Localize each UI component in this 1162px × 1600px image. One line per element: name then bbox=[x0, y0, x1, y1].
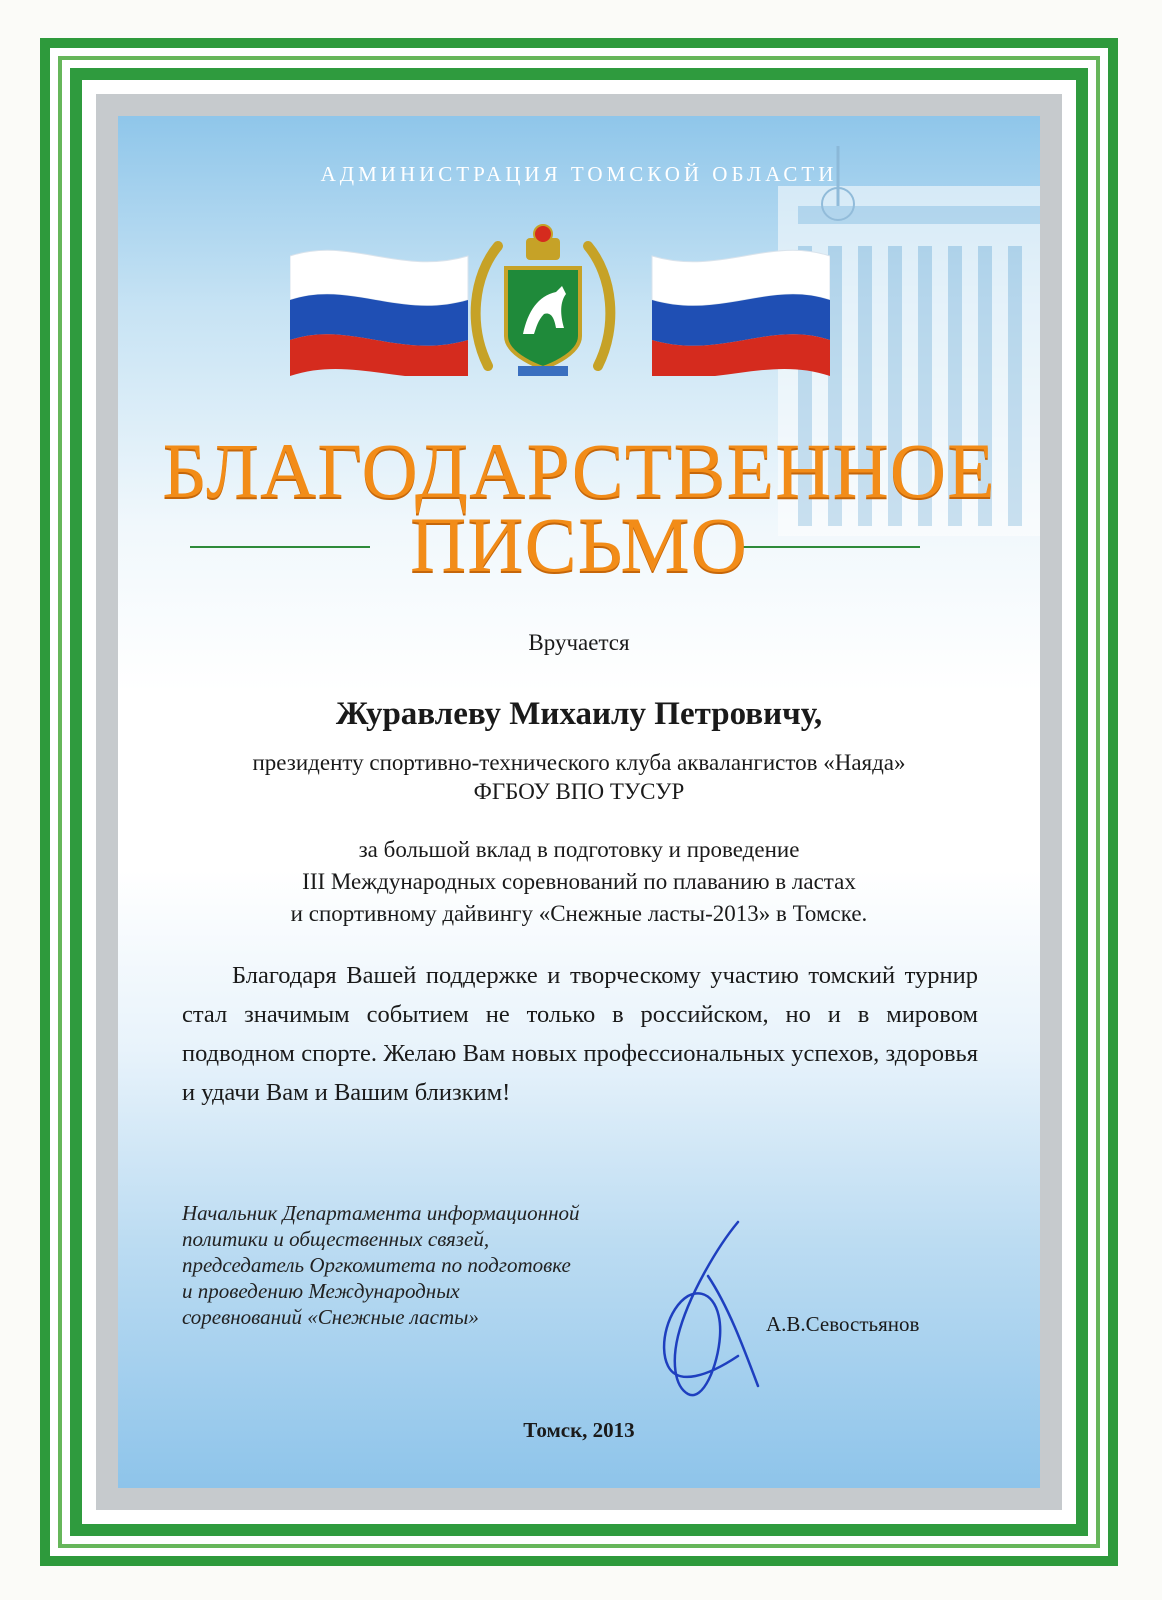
recipient-position bbox=[158, 748, 1000, 806]
signatory-title-line1: Начальник Департамента информационной bbox=[182, 1201, 580, 1225]
certificate-panel bbox=[118, 116, 1040, 1488]
signatory-title-line4: и проведению Международных bbox=[182, 1279, 460, 1303]
signatory-title-line3: председатель Оргкомитета по подготовке bbox=[182, 1253, 571, 1277]
recipient-position-line2: ФГБОУ ВПО ТУСУР bbox=[473, 779, 685, 804]
signatory-name: А.В.Севостьянов bbox=[766, 1312, 920, 1336]
place-and-year: Томск, 2013 bbox=[523, 1418, 635, 1442]
handwritten-signature bbox=[648, 1216, 768, 1406]
award-reason-line1: за большой вклад в подготовку и проведение bbox=[358, 837, 800, 862]
certificate-title-line1: БЛАГОДАРСТВЕННОЕ bbox=[162, 427, 996, 514]
presented-label: Вручается bbox=[528, 630, 630, 655]
recipient-name: Журавлеву Михаилу Петровичу, bbox=[335, 696, 823, 732]
organization-header: АДМИНИСТРАЦИЯ ТОМСКОЙ ОБЛАСТИ bbox=[320, 162, 838, 186]
certificate-title-line2: ПИСЬМО bbox=[409, 501, 749, 588]
signatory-title bbox=[182, 1200, 662, 1330]
award-reason-line2: III Международных соревнований по плаванию в ластах bbox=[302, 869, 856, 894]
tomsk-coat-of-arms-icon bbox=[468, 216, 618, 386]
award-reason bbox=[158, 834, 1000, 930]
signatory-title-line5: соревнований «Снежные ласты» bbox=[182, 1305, 479, 1329]
gratitude-body: Благодаря Вашей поддержке и творческому участию томский турнир стал значимым событием не только в российском, но и в мировом подводном спорте. Желаю Вам новых профессиональных успехов, здоровья и удачи Вам и Вашим близким! bbox=[182, 962, 978, 1106]
award-reason-line3: и спортивному дайвингу «Снежные ласты-2013» в Томске. bbox=[290, 901, 868, 926]
recipient-position-line1: президенту спортивно-технического клуба аквалангистов «Наяда» bbox=[252, 750, 906, 775]
signatory-title-line2: политики и общественных связей, bbox=[182, 1227, 490, 1251]
